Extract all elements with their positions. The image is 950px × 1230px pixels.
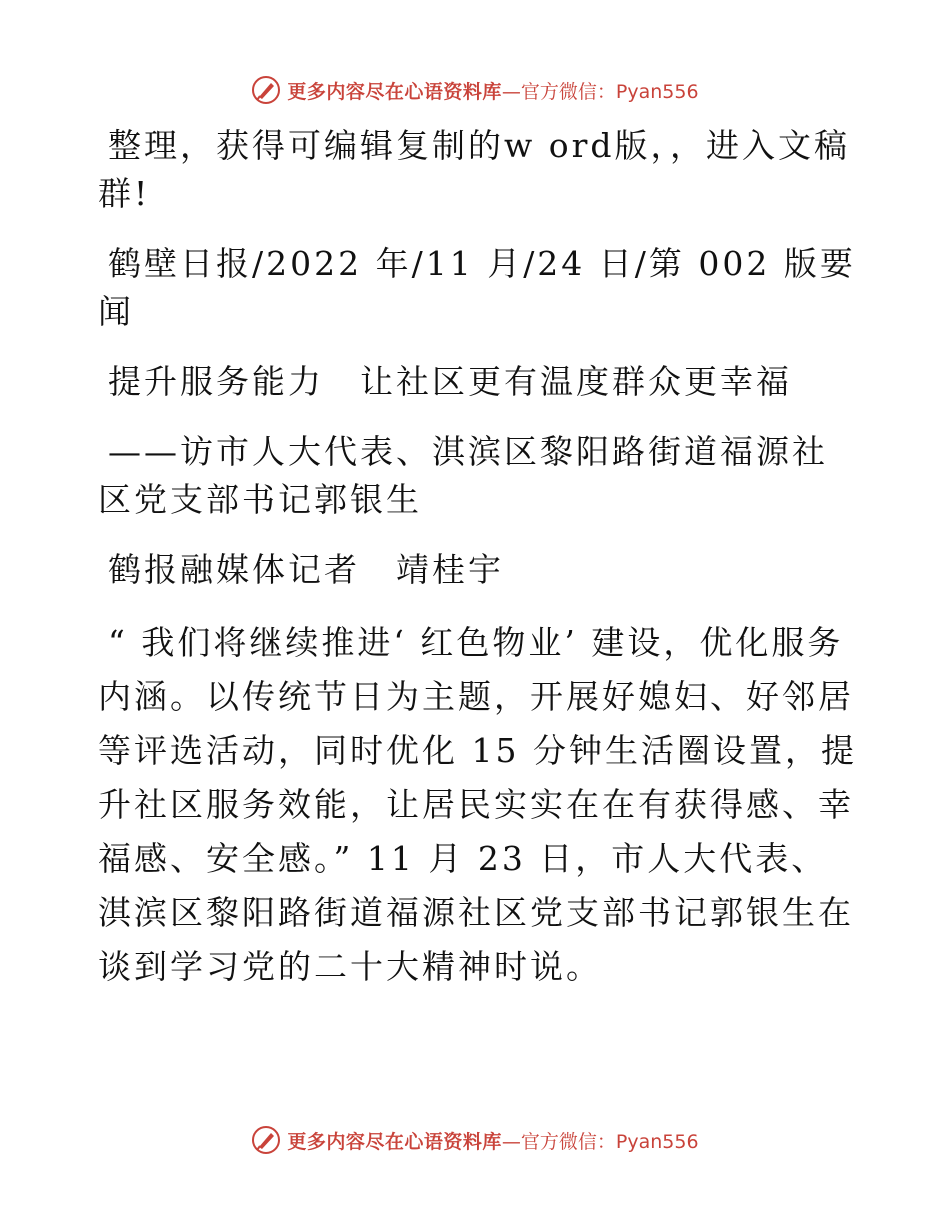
watermark-sub-text: —官方微信：Pyan556 bbox=[501, 80, 699, 103]
source-line: 鹤壁日报/2022 年/11 月/24 日/第 002 版要闻 bbox=[98, 244, 856, 331]
watermark-main-text: 更多内容尽在心语资料库 bbox=[287, 1130, 502, 1153]
byline: 鹤报融媒体记者 靖桂宇 bbox=[108, 550, 504, 589]
watermark-sub-text: —官方微信：Pyan556 bbox=[501, 1130, 699, 1153]
header-watermark bbox=[0, 70, 950, 110]
headline: 提升服务能力 让社区更有温度群众更幸福 bbox=[108, 362, 792, 401]
document-body bbox=[98, 122, 858, 994]
watermark-main-text: 更多内容尽在心语资料库 bbox=[287, 80, 502, 103]
body-paragraph: “ 我们将继续推进‘ 红色物业’ 建设，优化服务内涵。以传统节日为主题，开展好媳妇、好邻居等评选活动，同时优化 15 分钟生活圈设置，提升社区服务效能，让居民实实在在有获得感、幸福感、安全感。” 11 月 23 日，市人大代表、淇滨区黎阳路街道福源社区党支部书记郭银生在谈到学习党的二十大精神时说。 bbox=[98, 623, 857, 986]
subheadline: ——访市人大代表、淇滨区黎阳路街道福源社区党支部书记郭银生 bbox=[98, 432, 828, 519]
intro-text: 整理，获得可编辑复制的w ord版，，进入文稿群! bbox=[98, 126, 851, 213]
footer-watermark bbox=[0, 1120, 950, 1160]
quill-pen-logo-icon bbox=[251, 75, 281, 105]
quill-pen-logo-icon bbox=[251, 1125, 281, 1155]
